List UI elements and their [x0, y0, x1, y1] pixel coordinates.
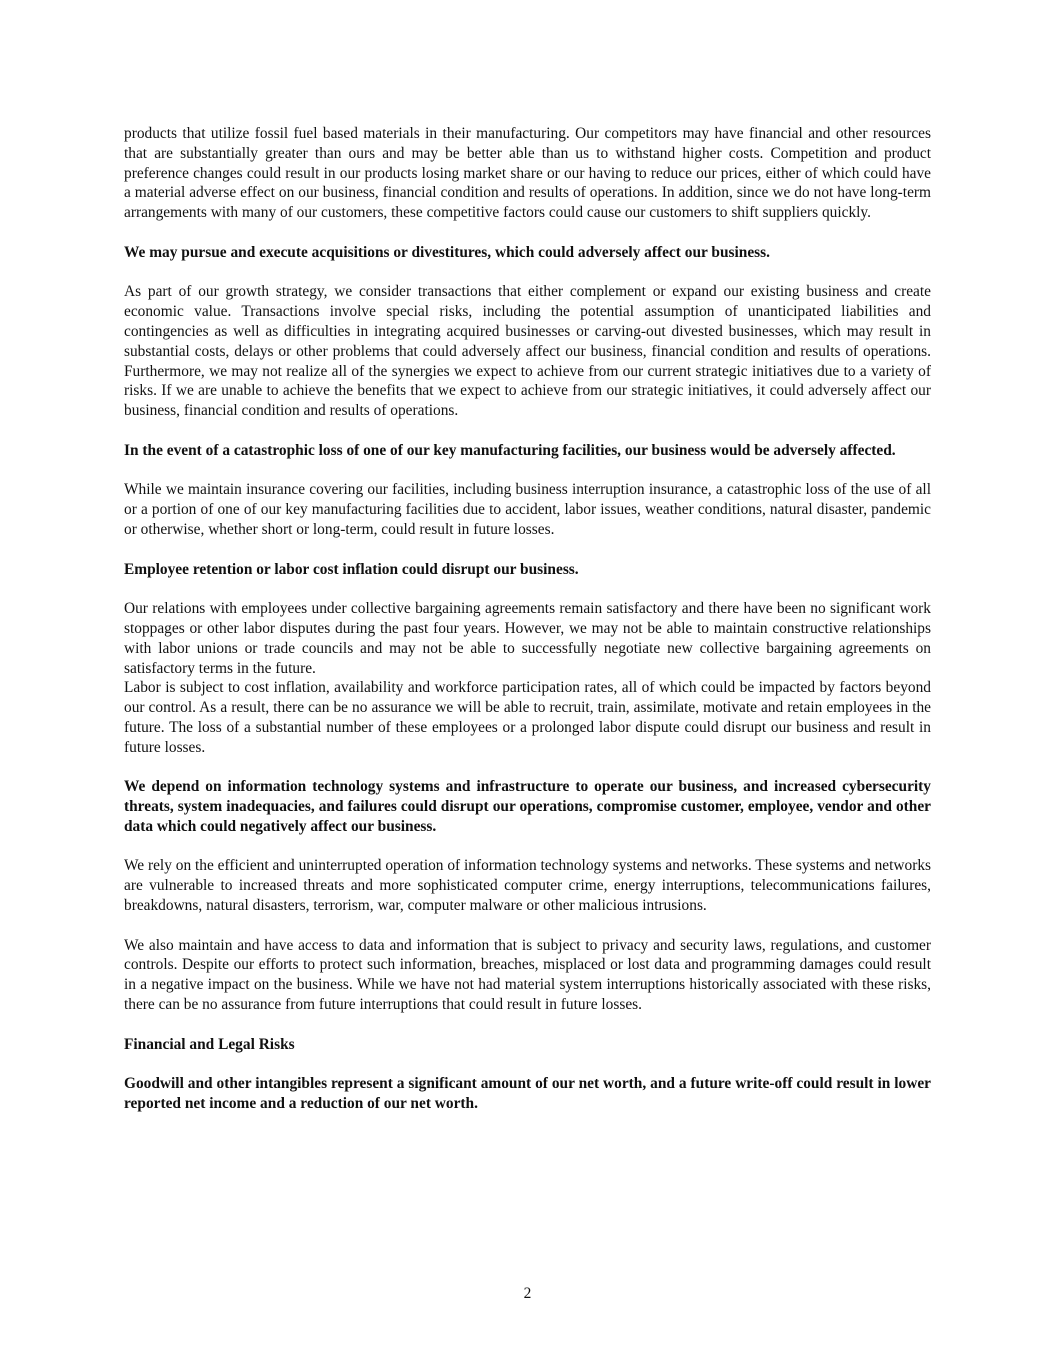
paragraph-catastrophic-loss: While we maintain insurance covering our facilities, including business interruption insurance, a catastrophic loss of the use of all or a portion of one of our key manufacturing facilities due to accident, labor issues, weather conditions, natural disaster, pandemic or otherwise, whether short or long-term, could result in future losses.: [124, 481, 931, 538]
section-heading-financial-legal: Financial and Legal Risks: [124, 1035, 295, 1053]
paragraph-competition: products that utilize fossil fuel based materials in their manufacturing. Our competitors may have financial and other resources that are substantially greater than ours and may be better able than us to withstand higher costs. Competition and product preference changes could result in our products losing market share or our having to reduce our prices, either of which could have a material adverse effect on our business, financial condition and results of operations. In addition, since we do not have long-term arrangements with many of our customers, these competitive factors could cause our customers to shift suppliers quickly.: [124, 125, 931, 222]
paragraph-labor-inflation: Labor is subject to cost inflation, availability and workforce participation rates, all of which could be impacted by factors beyond our control. As a result, there can be no assurance we will be able to recruit, train, assimilate, motivate and retain employees in the future. The loss of a substantial number of these employees or a prolonged labor dispute could disrupt our business and result in future losses.: [124, 679, 931, 756]
paragraph-acquisitions: As part of our growth strategy, we consider transactions that either complement or expand our existing business and create economic value. Transactions involve special risks, including the potential assumption of unanticipated liabilities and contingencies as well as difficulties in integrating acquired businesses or carving-out divested businesses, which may result in substantial costs, delays or other problems that could adversely affect our business, financial condition and results of operations. Furthermore, we may not realize all of the synergies we expect to achieve from our current strategic initiatives due to a variety of risks. If we are unable to achieve the benefits that we expect to achieve from our strategic initiatives, it could adversely affect our business, financial condition and results of operations.: [124, 283, 931, 420]
page-number: 2: [523, 1285, 532, 1302]
paragraph-it-systems: We rely on the efficient and uninterrupted operation of information technology systems and networks. These systems and networks are vulnerable to increased threats and more sophisticated computer crime, energy interruptions, telecommunications failures, breakdowns, natural disasters, terrorism, war, computer malware or other malicious intrusions.: [124, 857, 931, 915]
heading-information-technology: We depend on information technology systems and infrastructure to operate our business, and increased cybersecurity threats, system inadequacies, and failures could disrupt our operations, compromise customer, employee, vendor and other data which could negatively affect our business.: [124, 778, 931, 835]
heading-catastrophic-loss: In the event of a catastrophic loss of one of our key manufacturing facilities, our business would be adversely affected.: [124, 441, 896, 459]
heading-goodwill: Goodwill and other intangibles represent a significant amount of our net worth, and a future write-off could result in lower reported net income and a reduction of our net worth.: [124, 1075, 931, 1113]
paragraph-data-privacy: We also maintain and have access to data and information that is subject to privacy and security laws, regulations, and customer controls. Despite our efforts to protect such information, breaches, misplaced or lost data and programming damages could result in a negative impact on the business. While we have not had material system interruptions historically associated with these risks, there can be no assurance from future interruptions that could result in future losses.: [124, 936, 931, 1014]
heading-employee-retention: Employee retention or labor cost inflation could disrupt our business.: [124, 560, 579, 578]
paragraph-labor-relations: Our relations with employees under collective bargaining agreements remain satisfactory and there have been no significant work stoppages or other labor disputes during the past four years. However, we may not be able to maintain constructive relationships with labor unions or trade councils and may not be able to successfully negotiate new collective bargaining agreements on satisfactory terms in the future.: [124, 600, 931, 677]
heading-acquisitions: We may pursue and execute acquisitions or divestitures, which could adversely affect our business.: [124, 243, 770, 261]
document-body: [124, 124, 931, 1114]
